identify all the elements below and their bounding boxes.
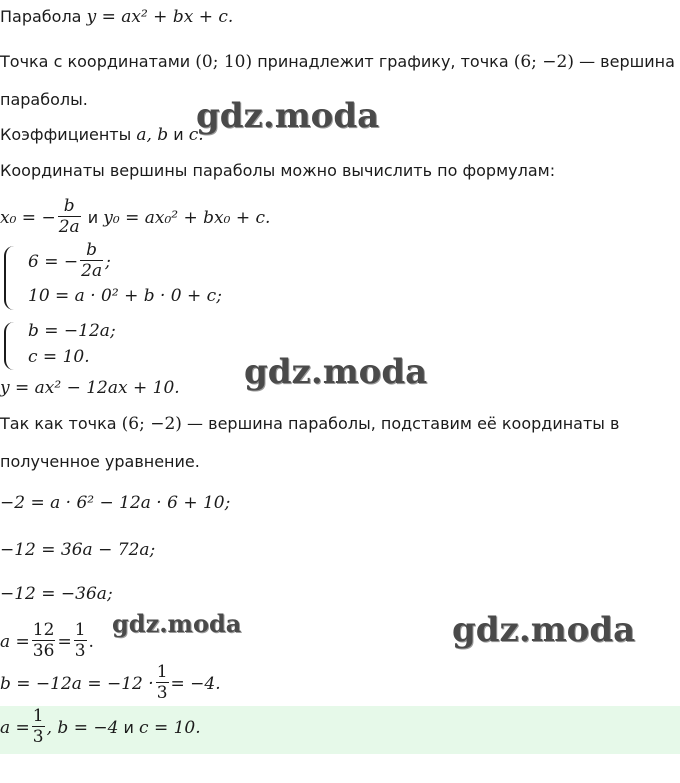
parabola-line [0,6,233,28]
a-den-2: 3 [74,641,86,661]
final-answer [0,708,201,749]
watermark-3: gdz.moda [112,609,242,638]
final-and: и [123,718,134,737]
final-a: a = [0,718,30,738]
a-num-1: 12 [32,620,55,640]
a-lhs: a = [0,632,30,652]
a-end: . [88,632,94,652]
a-fraction-1 [32,620,56,661]
subst-text-1: Так как точка [0,414,117,433]
system-2-brace [4,322,16,370]
parabola-label: Парабола [0,7,82,26]
system-2-line-1 [28,320,116,342]
sys1-num: b [80,240,103,261]
final-num: 1 [32,706,44,726]
eq3: −12 = −36a; [0,584,113,604]
point-text-2: принадлежит графику, точка [257,52,509,71]
b-eq: b = −12a = −12 · [0,674,154,694]
a-den-1: 36 [32,641,55,661]
point-1: (0; 10) [195,52,253,72]
point-text-3: — вершина [579,52,675,71]
coef-label: Коэффициенты [0,125,132,144]
point-line-cont [0,89,88,111]
point-text-1: Точка с координатами [0,52,191,71]
sys1-den: 2a [81,261,103,281]
x0-and: и [87,208,99,227]
coef-c: c. [188,125,204,145]
system-2-line-2 [28,346,90,368]
watermark-1: gdz.moda [196,96,380,136]
substitution-line [0,413,619,435]
final-fraction [32,706,45,747]
subst-text-2: — вершина параболы, подставим её координаты в [187,414,620,433]
system-1-line-2 [28,285,222,307]
a-eq: = [57,632,72,652]
point-line [0,51,675,73]
equation-2 [0,539,155,561]
b-num: 1 [156,662,168,682]
final-den: 3 [32,727,44,747]
a-num-2: 1 [74,620,86,640]
coef-and: и [173,125,184,144]
point-text-4: параболы. [0,90,88,109]
system-1-brace [4,246,16,310]
vertex-formula-text [0,160,555,182]
vertex-formula [0,198,270,239]
final-rest: , b = −4 [46,718,119,738]
b-value-line [0,664,221,705]
equation-1 [0,492,230,514]
parabola-equation: y = ax² + bx + c. [86,7,234,27]
vertex-formula-label: Координаты вершины параболы можно вычислить по формулам: [0,161,556,180]
eq1: −2 = a · 6² − 12a · 6 + 10; [0,493,231,513]
coefficients-line [0,124,204,146]
a-value-line [0,622,94,663]
y0-equation: y₀ = ax₀² + bx₀ + c. [103,208,271,228]
point-2: (6; −2) [513,52,574,72]
subst-point: (6; −2) [121,414,182,434]
watermark-2: gdz.moda [244,352,428,392]
sys1-l1-lhs: 6 = − [28,252,79,272]
sys1-fraction [80,240,103,281]
sys2-l1: b = −12a; [28,321,116,341]
a-fraction-2 [74,620,87,661]
sys1-l1-end: ; [105,252,111,272]
eq2: −12 = 36a − 72a; [0,540,156,560]
coef-vars: a, b [136,125,169,145]
final-c: c = 10. [139,718,201,738]
result-eq: y = ax² − 12ax + 10. [0,378,180,398]
x0-lhs: x₀ = − [0,208,56,228]
watermark-4: gdz.moda [452,610,636,650]
x0-den: 2a [58,217,80,237]
x0-fraction [58,196,81,237]
subst-text-3: полученное уравнение. [0,452,200,471]
equation-3 [0,583,113,605]
b-end: = −4. [170,674,221,694]
sys2-l2: c = 10. [28,347,90,367]
b-fraction [156,662,169,703]
result-equation [0,377,180,399]
x0-num: b [58,196,81,217]
sys1-l2: 10 = a · 0² + b · 0 + c; [28,286,222,306]
system-1-line-1 [28,242,111,283]
b-den: 3 [156,683,168,703]
substitution-line-cont [0,451,200,473]
